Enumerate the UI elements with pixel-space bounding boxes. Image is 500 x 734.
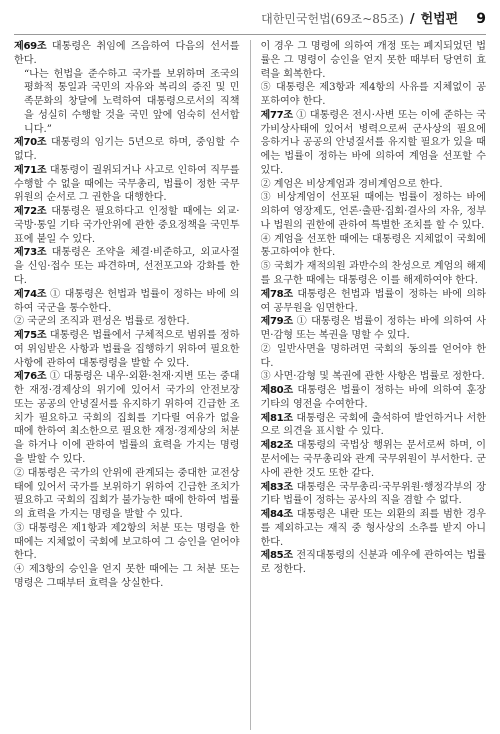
column-divider <box>250 40 251 730</box>
article <box>261 109 487 178</box>
right-column <box>261 40 487 730</box>
article-text: 대통령은 국회에 출석하여 발언하거나 서한으로 의견을 표시할 수 있다. <box>260 412 486 438</box>
article <box>14 40 240 68</box>
article-text: ① 대통령은 헌법과 법률이 정하는 바에 의하여 국군을 통수한다. <box>14 288 240 314</box>
article <box>261 439 487 480</box>
article <box>14 164 240 205</box>
article <box>14 205 240 246</box>
article <box>261 508 487 549</box>
article <box>14 329 240 370</box>
article-text: 대통령은 헌법과 법률이 정하는 바에 의하여 공무원을 임면한다. <box>260 288 486 314</box>
page-header <box>14 8 486 35</box>
article-number: 제74조 <box>14 288 47 300</box>
article-text: 대통령은 필요하다고 인정할 때에는 외교·국방·통일 기타 국가안위에 관한 중요정책을 국민투표에 붙일 수 있다. <box>14 206 240 245</box>
article-number: 제82조 <box>260 440 293 452</box>
article-number: 제75조 <box>14 330 47 342</box>
article-text: ① 대통령은 법률이 정하는 바에 의하여 사면·감형 또는 복권을 명할 수 있다. <box>260 316 486 342</box>
article <box>14 288 240 316</box>
article-text: ① 대통령은 내우·외환·천재·지변 또는 중대한 재정·경제상의 위기에 있어서 국가의 안전보장 또는 공공의 안녕질서를 유지하기 위하여 긴급한 조치가 필요하고 국회의 집회를 기다릴 여유가 없을 때에 한하여 최소한으로 필요한 재정·경제상의 처분을 하거나 이에 관하여 법률의 효력을 가지는 명령을 발할 수 있다. <box>14 371 240 465</box>
article <box>261 288 487 316</box>
article-number: 제70조 <box>14 137 47 149</box>
article-number: 제72조 <box>14 206 47 218</box>
article-paragraph <box>261 370 487 384</box>
article-number: 제80조 <box>260 385 293 397</box>
article-number: 제69조 <box>14 41 47 52</box>
article-text: 대통령의 임기는 5년으로 하며, 중임할 수 없다. <box>14 137 240 163</box>
article-text: ④ 제3항의 승인을 얻지 못한 때에는 그 처분 또는 명령은 그때부터 효력을 상실한다. <box>14 564 240 589</box>
article-paragraph <box>14 563 240 591</box>
article-text: 대통령의 국법상 행위는 문서로써 하며, 이 문서에는 국무총리와 관계 국무위원이 부서한다. 군사에 관한 것도 또한 같다. <box>260 440 486 479</box>
article <box>261 315 487 343</box>
article-paragraph <box>14 522 240 563</box>
article <box>261 549 487 577</box>
article <box>261 384 487 412</box>
article-paragraph <box>261 191 487 232</box>
article-paragraph <box>14 315 240 329</box>
article-text: 전직대통령의 신분과 예우에 관하여는 법률로 정한다. <box>260 550 486 576</box>
article-text: 대통령은 내란 또는 외환의 죄를 범한 경우를 제외하고는 재직 중 형사상의 소추를 받지 아니한다. <box>260 509 486 548</box>
article-number: 제83조 <box>260 481 293 493</box>
article <box>14 246 240 287</box>
article-text: ② 국군의 조직과 편성은 법률로 정한다. <box>14 316 190 328</box>
page-number: 9 <box>476 11 486 27</box>
article-text: ⑤ 대통령은 제3항과 제4항의 사유를 지체없이 공포하여야 한다. <box>260 82 486 108</box>
article-text: 대통령은 법률이 정하는 바에 의하여 훈장 기타의 영전을 수여한다. <box>260 385 486 410</box>
header-separator: / <box>409 12 415 27</box>
article-number: 제85조 <box>260 550 293 562</box>
article <box>14 370 240 466</box>
article-number: 제79조 <box>260 316 293 328</box>
article-text: ⑤ 국회가 재적의원 과반수의 찬성으로 계엄의 해제를 요구한 때에는 대통령은 이를 해제하여야 한다. <box>260 261 486 287</box>
article-number: 제77조 <box>260 109 293 121</box>
article-text: 대통령이 궐위되거나 사고로 인하여 직무를 수행할 수 없을 때에는 국무총리, 법률이 정한 국무위원의 순서로 그 권한을 대행한다. <box>14 164 240 204</box>
article-number: 제73조 <box>14 247 47 259</box>
article <box>14 136 240 164</box>
article-text: ② 계엄은 비상계엄과 경비계엄으로 한다. <box>260 178 443 190</box>
article-paragraph <box>261 178 487 192</box>
article-number: 제81조 <box>260 412 293 424</box>
article-number: 제84조 <box>260 509 293 521</box>
article-text: ③ 사면·감형 및 복권에 관한 사항은 법률로 정한다. <box>260 371 485 383</box>
article-text: ② 일반사면을 명하려면 국회의 동의를 얻어야 한다. <box>260 343 486 369</box>
article-text: 대통령은 취임에 즈음하여 다음의 선서를 한다. <box>14 41 240 66</box>
text-columns <box>14 40 486 730</box>
article-text: ① 대통령은 전시·사변 또는 이에 준하는 국가비상사태에 있어서 병력으로써 군사상의 필요에 응하거나 공공의 안녕질서를 유지할 필요가 있을 때에는 법률이 정하는 바에 의하여 계엄을 선포할 수 있다. <box>260 109 486 176</box>
article-text: 대통령은 국무총리·국무위원·행정각부의 장 기타 법률이 정하는 공사의 직을 겸할 수 없다. <box>260 481 486 507</box>
article-paragraph <box>261 233 487 261</box>
article <box>261 481 487 509</box>
article-text: “나는 헌법을 준수하고 국가를 보위하며 조국의 평화적 통일과 국민의 자유와 복리의 증진 및 민족문화의 창달에 노력하여 대통령으로서의 직책을 성실히 수행할 것을 국민 앞에 엄숙히 선서합니다.” <box>24 68 240 135</box>
article-text: 이 경우 그 명령에 의하여 개정 또는 폐지되었던 법률은 그 명령이 승인을 얻지 못한 때부터 당연히 효력을 회복한다. <box>260 41 486 80</box>
article <box>261 412 487 440</box>
article-number: 제71조 <box>14 164 47 176</box>
article-paragraph <box>261 343 487 371</box>
header-section: 헌법편 <box>420 12 459 27</box>
article-text: ③ 비상계엄이 선포된 때에는 법률이 정하는 바에 의하여 영장제도, 언론·출판·집회·결사의 자유, 정부나 법원의 권한에 관하여 특별한 조치를 할 수 있다. <box>260 192 486 231</box>
article-paragraph <box>14 467 240 522</box>
header-title: 대한민국헌법(69조~85조) <box>261 12 404 26</box>
article-text: ② 대통령은 국가의 안위에 관계되는 중대한 교전상태에 있어서 국가를 보위하기 위하여 긴급한 조치가 필요하고 국회의 집회가 불가능한 때에 한하여 법률의 효력을 가지는 명령을 발할 수 있다. <box>14 467 240 521</box>
article-paragraph <box>261 260 487 288</box>
article-text: ④ 계엄을 선포한 때에는 대통령은 지체없이 국회에 통고하여야 한다. <box>260 233 486 259</box>
article-number: 제76조 <box>14 371 47 383</box>
article-text: 대통령은 조약을 체결·비준하고, 외교사절을 신임·접수 또는 파견하며, 선전포고와 강화를 한다. <box>14 247 240 287</box>
article-number: 제78조 <box>260 288 293 300</box>
article-paragraph <box>261 40 487 81</box>
article-paragraph <box>14 68 240 137</box>
article-text: ③ 대통령은 제1항과 제2항의 처분 또는 명령을 한 때에는 지체없이 국회에 보고하여 그 승인을 얻어야 한다. <box>14 522 240 562</box>
article-text: 대통령은 법률에서 구체적으로 범위를 정하여 위임받은 사항과 법률을 집행하기 위하여 필요한 사항에 관하여 대통령령을 발할 수 있다. <box>14 330 240 369</box>
article-paragraph <box>261 81 487 109</box>
left-column <box>14 40 240 730</box>
